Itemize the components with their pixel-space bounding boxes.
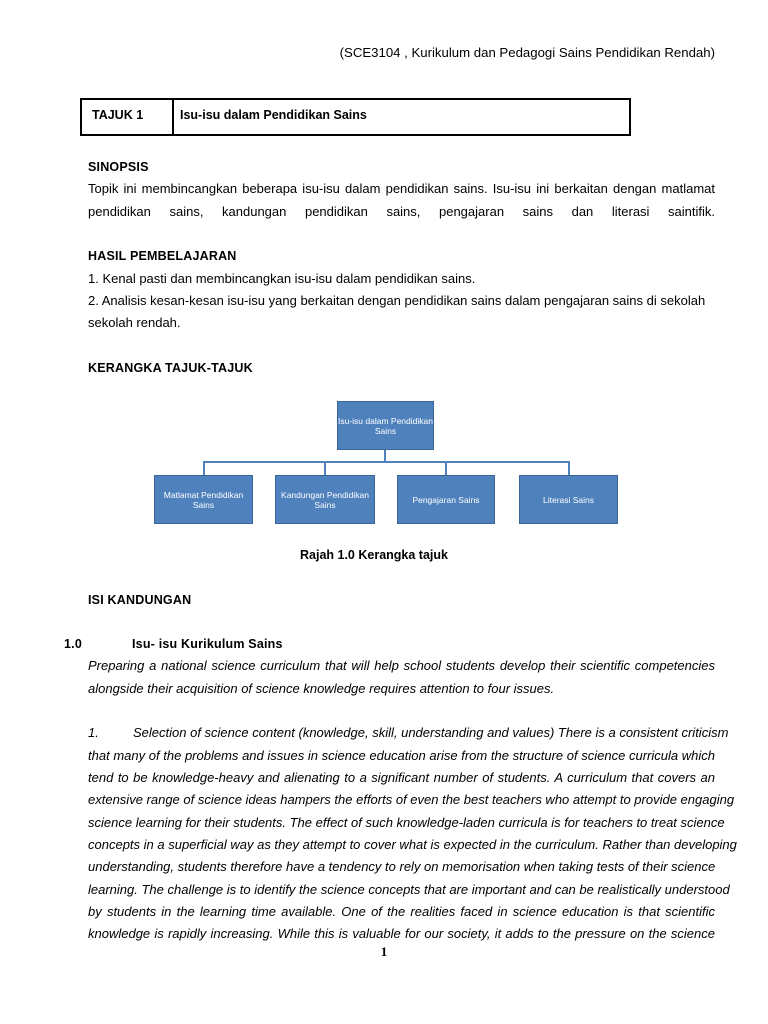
point-1-line: tend to be knowledge-heavy and alienating to a significant number of students. A curriculum that covers an — [88, 770, 715, 785]
point-1-line: that many of the problems and issues in science education arise from the structure of science curricula which — [88, 748, 715, 763]
diagram-child-box: Matlamat Pendidikan Sains — [154, 475, 253, 524]
hasil-item-1: 1. Kenal pasti dan membincangkan isu-isu dalam pendidikan sains. — [88, 271, 476, 286]
diagram-child-box: Literasi Sains — [519, 475, 618, 524]
section-title: Isu- isu Kurikulum Sains — [132, 637, 283, 651]
diagram-horizontal-connector — [203, 461, 570, 463]
kerangka-heading: KERANGKA TAJUK-TAJUK — [88, 361, 253, 375]
diagram-caption: Rajah 1.0 Kerangka tajuk — [300, 548, 448, 562]
sinopsis-line-2: pendidikan sains, kandungan pendidikan sains, pengajaran sains dan literasi saintifik. — [88, 204, 715, 219]
intro-line-2: alongside their acquisition of science knowledge requires attention to four issues. — [88, 681, 555, 696]
hasil-heading: HASIL PEMBELAJARAN — [88, 249, 237, 263]
sinopsis-line-1: Topik ini membincangkan beberapa isu-isu dalam pendidikan sains. Isu-isu ini berkaitan dengan matlamat — [88, 181, 715, 196]
hasil-item-2-line-2: sekolah rendah. — [88, 315, 181, 330]
point-1-line: concepts in a superficial way as they attempt to cover what is expected in the curriculum. Rather than developing — [88, 837, 737, 852]
point-1-line: science learning for their students. The effect of such knowledge-laden curricula is for teachers to treat science — [88, 815, 725, 830]
diagram-child-box: Kandungan Pendidikan Sains — [275, 475, 375, 524]
diagram-branch-connector — [203, 461, 205, 475]
point-1-line: by students in the learning time available. One of the realities faced in science education is that scientific — [88, 904, 715, 919]
course-reference: (SCE3104 , Kurikulum dan Pedagogi Sains Pendidikan Rendah) — [339, 45, 715, 60]
hasil-item-2-line-1: 2. Analisis kesan-kesan isu-isu yang berkaitan dengan pendidikan sains dalam pengajaran sains di sekolah — [88, 293, 706, 308]
topic-table — [80, 98, 631, 136]
topic-label: TAJUK 1 — [82, 100, 174, 134]
diagram-root-box: Isu-isu dalam Pendidikan Sains — [337, 401, 434, 450]
point-1-line: Selection of science content (knowledge, skill, understanding and values) There is a consistent criticism — [133, 725, 729, 740]
diagram-child-box: Pengajaran Sains — [397, 475, 495, 524]
point-1-line: learning. The challenge is to identify the science concepts that are important and can be realistically understood — [88, 882, 730, 897]
diagram-branch-connector — [568, 461, 570, 475]
point-1-line: extensive range of science ideas hampers the efforts of even the best teachers who attempt to provide engaging — [88, 792, 735, 807]
sinopsis-heading: SINOPSIS — [88, 160, 149, 174]
isi-heading: ISI KANDUNGAN — [88, 593, 192, 607]
intro-line-1: Preparing a national science curriculum that will help school students develop their scientific competencies — [88, 658, 715, 673]
topic-title: Isu-isu dalam Pendidikan Sains — [180, 108, 367, 122]
point-1-line: knowledge is rapidly increasing. While this is valuable for our society, it adds to the pressure on the science — [88, 926, 715, 941]
point-1-line: understanding, students therefore have a tendency to rely on memorisation when taking tests of their science — [88, 859, 716, 874]
diagram-branch-connector — [445, 461, 447, 475]
diagram-branch-connector — [324, 461, 326, 475]
page-number: 1 — [380, 944, 388, 959]
point-1-number: 1. — [88, 725, 99, 740]
section-number: 1.0 — [64, 637, 82, 651]
